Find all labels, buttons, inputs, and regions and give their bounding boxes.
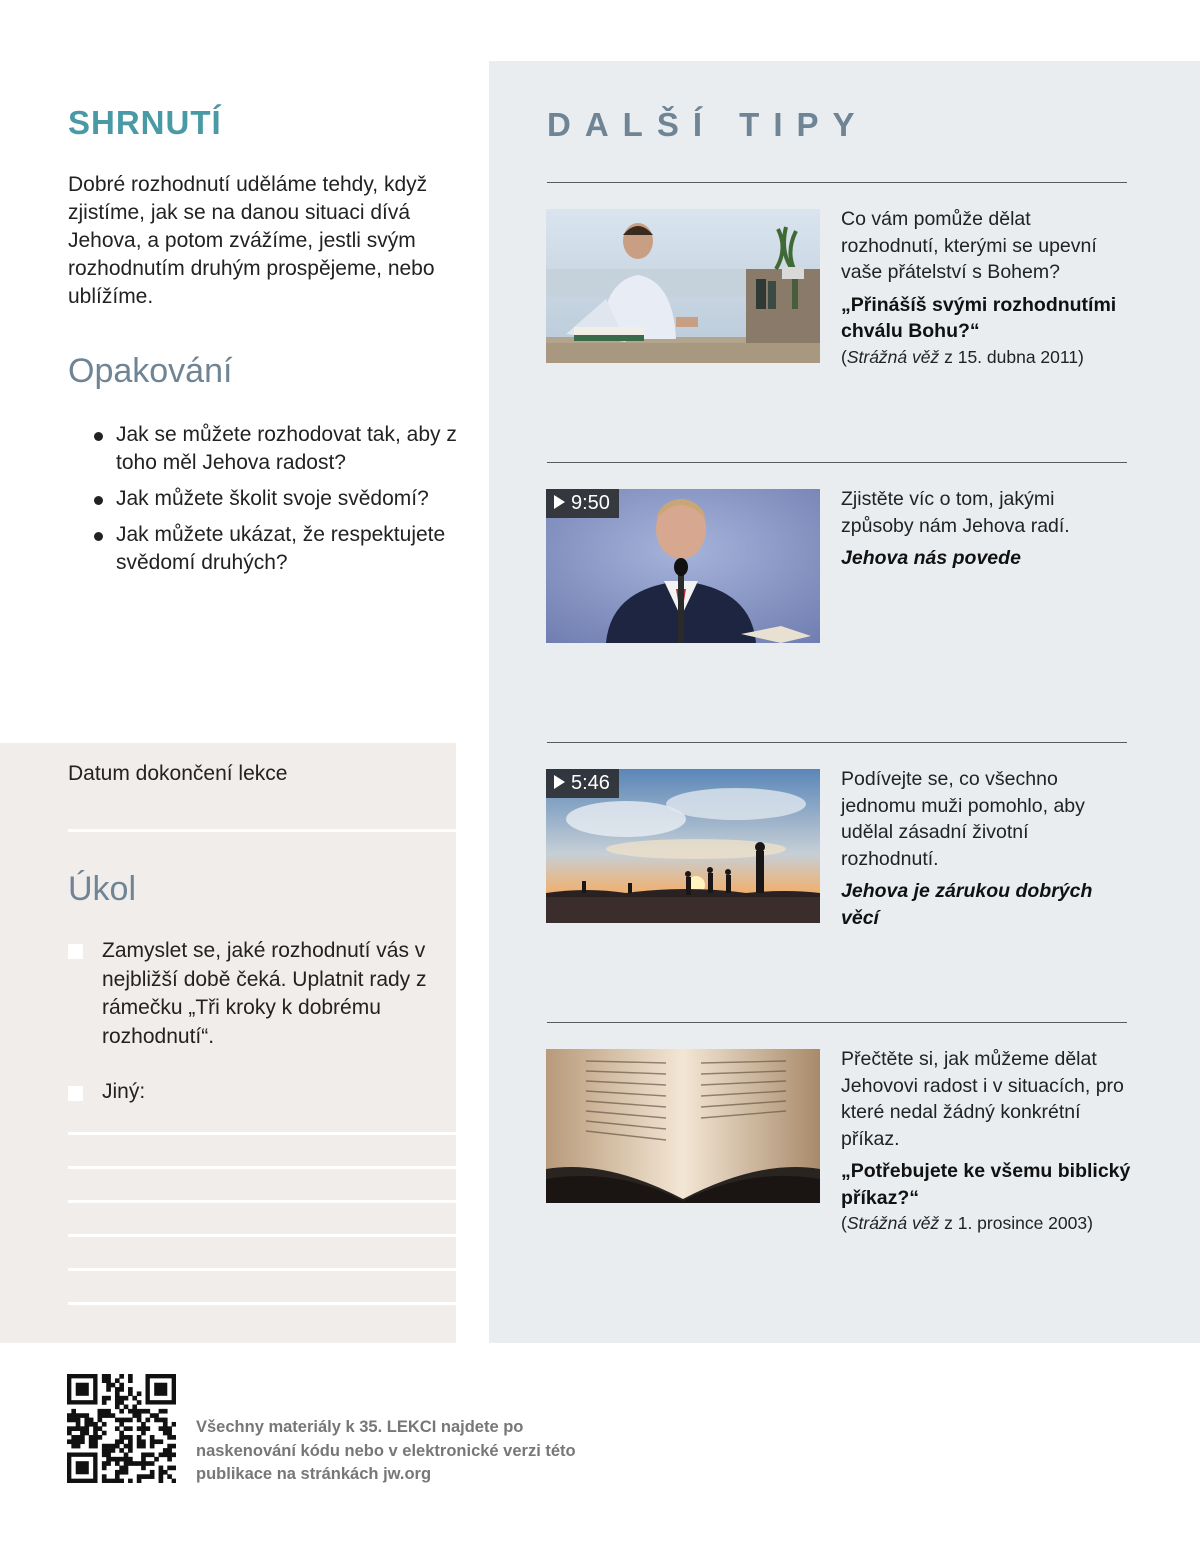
video-duration: 5:46 <box>571 772 610 794</box>
write-line[interactable] <box>68 1268 456 1271</box>
video-duration-badge <box>546 769 619 798</box>
tip-text <box>841 766 1131 931</box>
tip-description: Zjistěte víc o tom, jakými způsoby nám Jehova radí. <box>841 488 1070 537</box>
tip-video-speaker[interactable] <box>546 489 820 643</box>
write-line[interactable] <box>68 1166 456 1169</box>
tip-article-link[interactable]: „Přinášíš svými rozhodnutími chválu Bohu?“ <box>841 293 1117 342</box>
tip-source <box>841 345 1131 369</box>
source-publication: Strážná věž <box>846 1213 940 1233</box>
completion-date-line[interactable] <box>68 829 456 832</box>
review-item: Jak můžete ukázat, že respektujete svědomí druhých? <box>92 521 472 577</box>
source-paren: ( <box>841 1213 847 1233</box>
video-duration: 9:50 <box>571 492 610 514</box>
source-date: z 15. dubna 2011) <box>939 346 1084 367</box>
tip-article-link[interactable]: „Potřebujete ke všemu biblický příkaz?“ <box>841 1160 1131 1209</box>
man-studying-bible-icon <box>546 209 820 363</box>
qr-code-icon[interactable] <box>67 1374 176 1483</box>
source-date: z 1. prosince 2003) <box>939 1213 1093 1233</box>
tip-description: Přečtěte si, jak můžeme dělat Jehovovi radost i v situacích, pro které nedal žádný konkrétní příkaz. <box>841 1048 1124 1150</box>
tips-title: DALŠÍ TIPY <box>547 106 869 143</box>
write-line[interactable] <box>68 1234 456 1237</box>
review-list <box>92 421 472 585</box>
other-label: Jiný: <box>102 1080 146 1103</box>
other-checkbox[interactable] <box>68 1086 83 1101</box>
qr-code-graphic <box>67 1374 176 1483</box>
video-duration-badge <box>546 489 619 518</box>
open-bible-icon <box>546 1049 820 1203</box>
tip-description: Podívejte se, co všechno jednomu muži pomohlo, aby udělal zásadní životní rozhodnutí. <box>841 768 1085 870</box>
footer-text: Všechny materiály k 35. LEKCI najdete po naskenování kódu nebo v elektronické verzi této publikace na stránkách jw.org <box>196 1418 576 1483</box>
play-icon <box>554 495 565 509</box>
source-publication: Strážná věž <box>846 346 940 367</box>
tip-text <box>841 486 1131 572</box>
tip-text <box>841 206 1131 369</box>
play-icon <box>554 775 565 789</box>
tip-video-link[interactable]: Jehova je zárukou dobrých věcí <box>841 880 1093 929</box>
write-line[interactable] <box>68 1132 456 1135</box>
tip-video-link[interactable]: Jehova nás povede <box>841 547 1021 569</box>
task-item-text: Zamyslet se, jaké rozhodnutí vás v nejbližší době čeká. Uplatnit rady z rámečku „Tři kroky k dobrému rozhodnutí“. <box>102 939 427 1048</box>
summary-title: SHRNUTÍ <box>68 104 222 141</box>
tip-image-study[interactable] <box>546 209 820 363</box>
tip-text <box>841 1046 1131 1235</box>
review-item: Jak se můžete rozhodovat tak, aby z toho měl Jehova radost? <box>92 421 472 477</box>
tip-divider <box>547 462 1127 463</box>
source-paren: ( <box>841 346 847 367</box>
tip-image-bible[interactable] <box>546 1049 820 1203</box>
review-item: Jak můžete školit svoje svědomí? <box>92 485 472 513</box>
task-checkbox[interactable] <box>68 944 83 959</box>
write-line[interactable] <box>68 1200 456 1203</box>
completion-date-label: Datum dokončení lekce <box>68 762 288 785</box>
tip-divider <box>547 742 1127 743</box>
tip-description: Co vám pomůže dělat rozhodnutí, kterými se upevní vaše přátelství s Bohem? <box>841 208 1097 283</box>
review-title: Opakování <box>68 352 233 390</box>
tip-video-sunset[interactable] <box>546 769 820 923</box>
tip-divider <box>547 1022 1127 1023</box>
summary-text: Dobré rozhodnutí uděláme tehdy, když zjistíme, jak se na danou situaci dívá Jehova, a potom zvážíme, jestli svým rozhodnutím druhým prospějeme, nebo ublížíme. <box>68 173 435 308</box>
write-line[interactable] <box>68 1302 456 1305</box>
tip-divider <box>547 182 1127 183</box>
task-title: Úkol <box>68 870 137 908</box>
tip-source <box>841 1211 1131 1235</box>
